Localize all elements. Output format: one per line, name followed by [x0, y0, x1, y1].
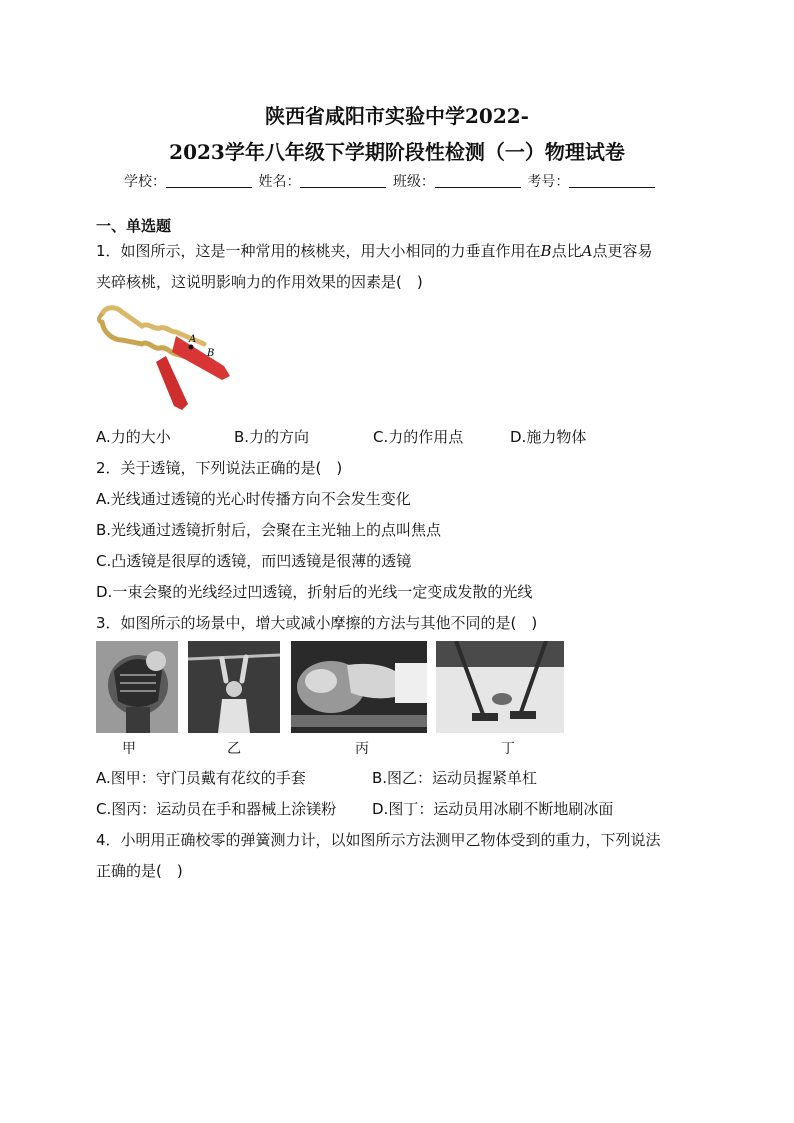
q3-option-d[interactable]: D.图丁：运动员用冰刷不断地刷冰面: [372, 800, 614, 818]
q1-option-a[interactable]: A.力的大小: [96, 428, 171, 446]
name-label: 姓名：: [258, 174, 301, 190]
class-label: 班级：: [392, 174, 435, 190]
q2-option-b[interactable]: B.光线通过透镜折射后，会聚在主光轴上的点叫焦点: [96, 521, 442, 539]
q2-option-a[interactable]: A.光线通过透镜的光心时传播方向不会发生变化: [96, 490, 411, 508]
q1-option-c[interactable]: C.力的作用点: [373, 428, 464, 446]
school-label: 学校：: [124, 174, 166, 190]
q2-stem: 2．关于透镜，下列说法正确的是( ): [96, 459, 343, 477]
q4-stem-line1: 4．小明用正确校零的弹簧测力计，以如图所示方法测甲乙物体受到的重力，下列说法: [96, 831, 661, 849]
name-blank: [300, 173, 386, 188]
exam-number-label: 考号：: [527, 174, 570, 190]
caption-ding: 丁: [501, 741, 515, 757]
point-b: B: [540, 242, 552, 260]
q1-option-d[interactable]: D.施力物体: [510, 428, 587, 446]
q2-option-c[interactable]: C.凸透镜是很厚的透镜，而凹透镜是很薄的透镜: [96, 552, 412, 570]
q3-option-a[interactable]: A.图甲：守门员戴有花纹的手套: [96, 769, 306, 787]
class-blank: [435, 173, 521, 188]
q3-option-c[interactable]: C.图丙：运动员在手和器械上涂镁粉: [96, 800, 337, 818]
horizontal-bar-photo: [188, 641, 280, 733]
point-a: A: [581, 242, 593, 260]
curling-photo: [436, 641, 564, 733]
label-a: A: [189, 334, 197, 345]
exam-title-line1: 陕西省咸阳市实验中学2022-: [265, 104, 529, 128]
chalk-powder-photo: [291, 641, 427, 733]
q4-stem-line2: 正确的是( ): [96, 862, 183, 880]
q3-stem: 3．如图所示的场景中，增大或减小摩擦的方法与其他不同的是( ): [96, 614, 538, 632]
q1-stem-line1: 1．如图所示，这是一种常用的核桃夹，用大小相同的力垂直作用在B点比A点更容易: [96, 242, 653, 260]
goalkeeper-glove-photo: [96, 641, 178, 733]
caption-jia: 甲: [122, 741, 136, 757]
student-info-row: [124, 171, 657, 191]
label-b: B: [207, 348, 215, 359]
q2-option-d[interactable]: D.一束会聚的光线经过凹透镜，折射后的光线一定变成发散的光线: [96, 583, 533, 601]
caption-yi: 乙: [227, 741, 241, 757]
nutcracker-image: [96, 300, 236, 412]
q1-option-b[interactable]: B.力的方向: [234, 428, 310, 446]
section-heading: 一、单选题: [96, 217, 172, 235]
q1-stem-line2: 夹碎核桃，这说明影响力的作用效果的因素是( ): [96, 273, 423, 291]
q3-option-b[interactable]: B.图乙：运动员握紧单杠: [372, 769, 538, 787]
exam-number-blank: [569, 173, 655, 188]
caption-bing: 丙: [355, 741, 369, 757]
exam-title-line2: 2023学年八年级下学期阶段性检测（一）物理试卷: [169, 140, 625, 164]
school-blank: [166, 173, 252, 188]
